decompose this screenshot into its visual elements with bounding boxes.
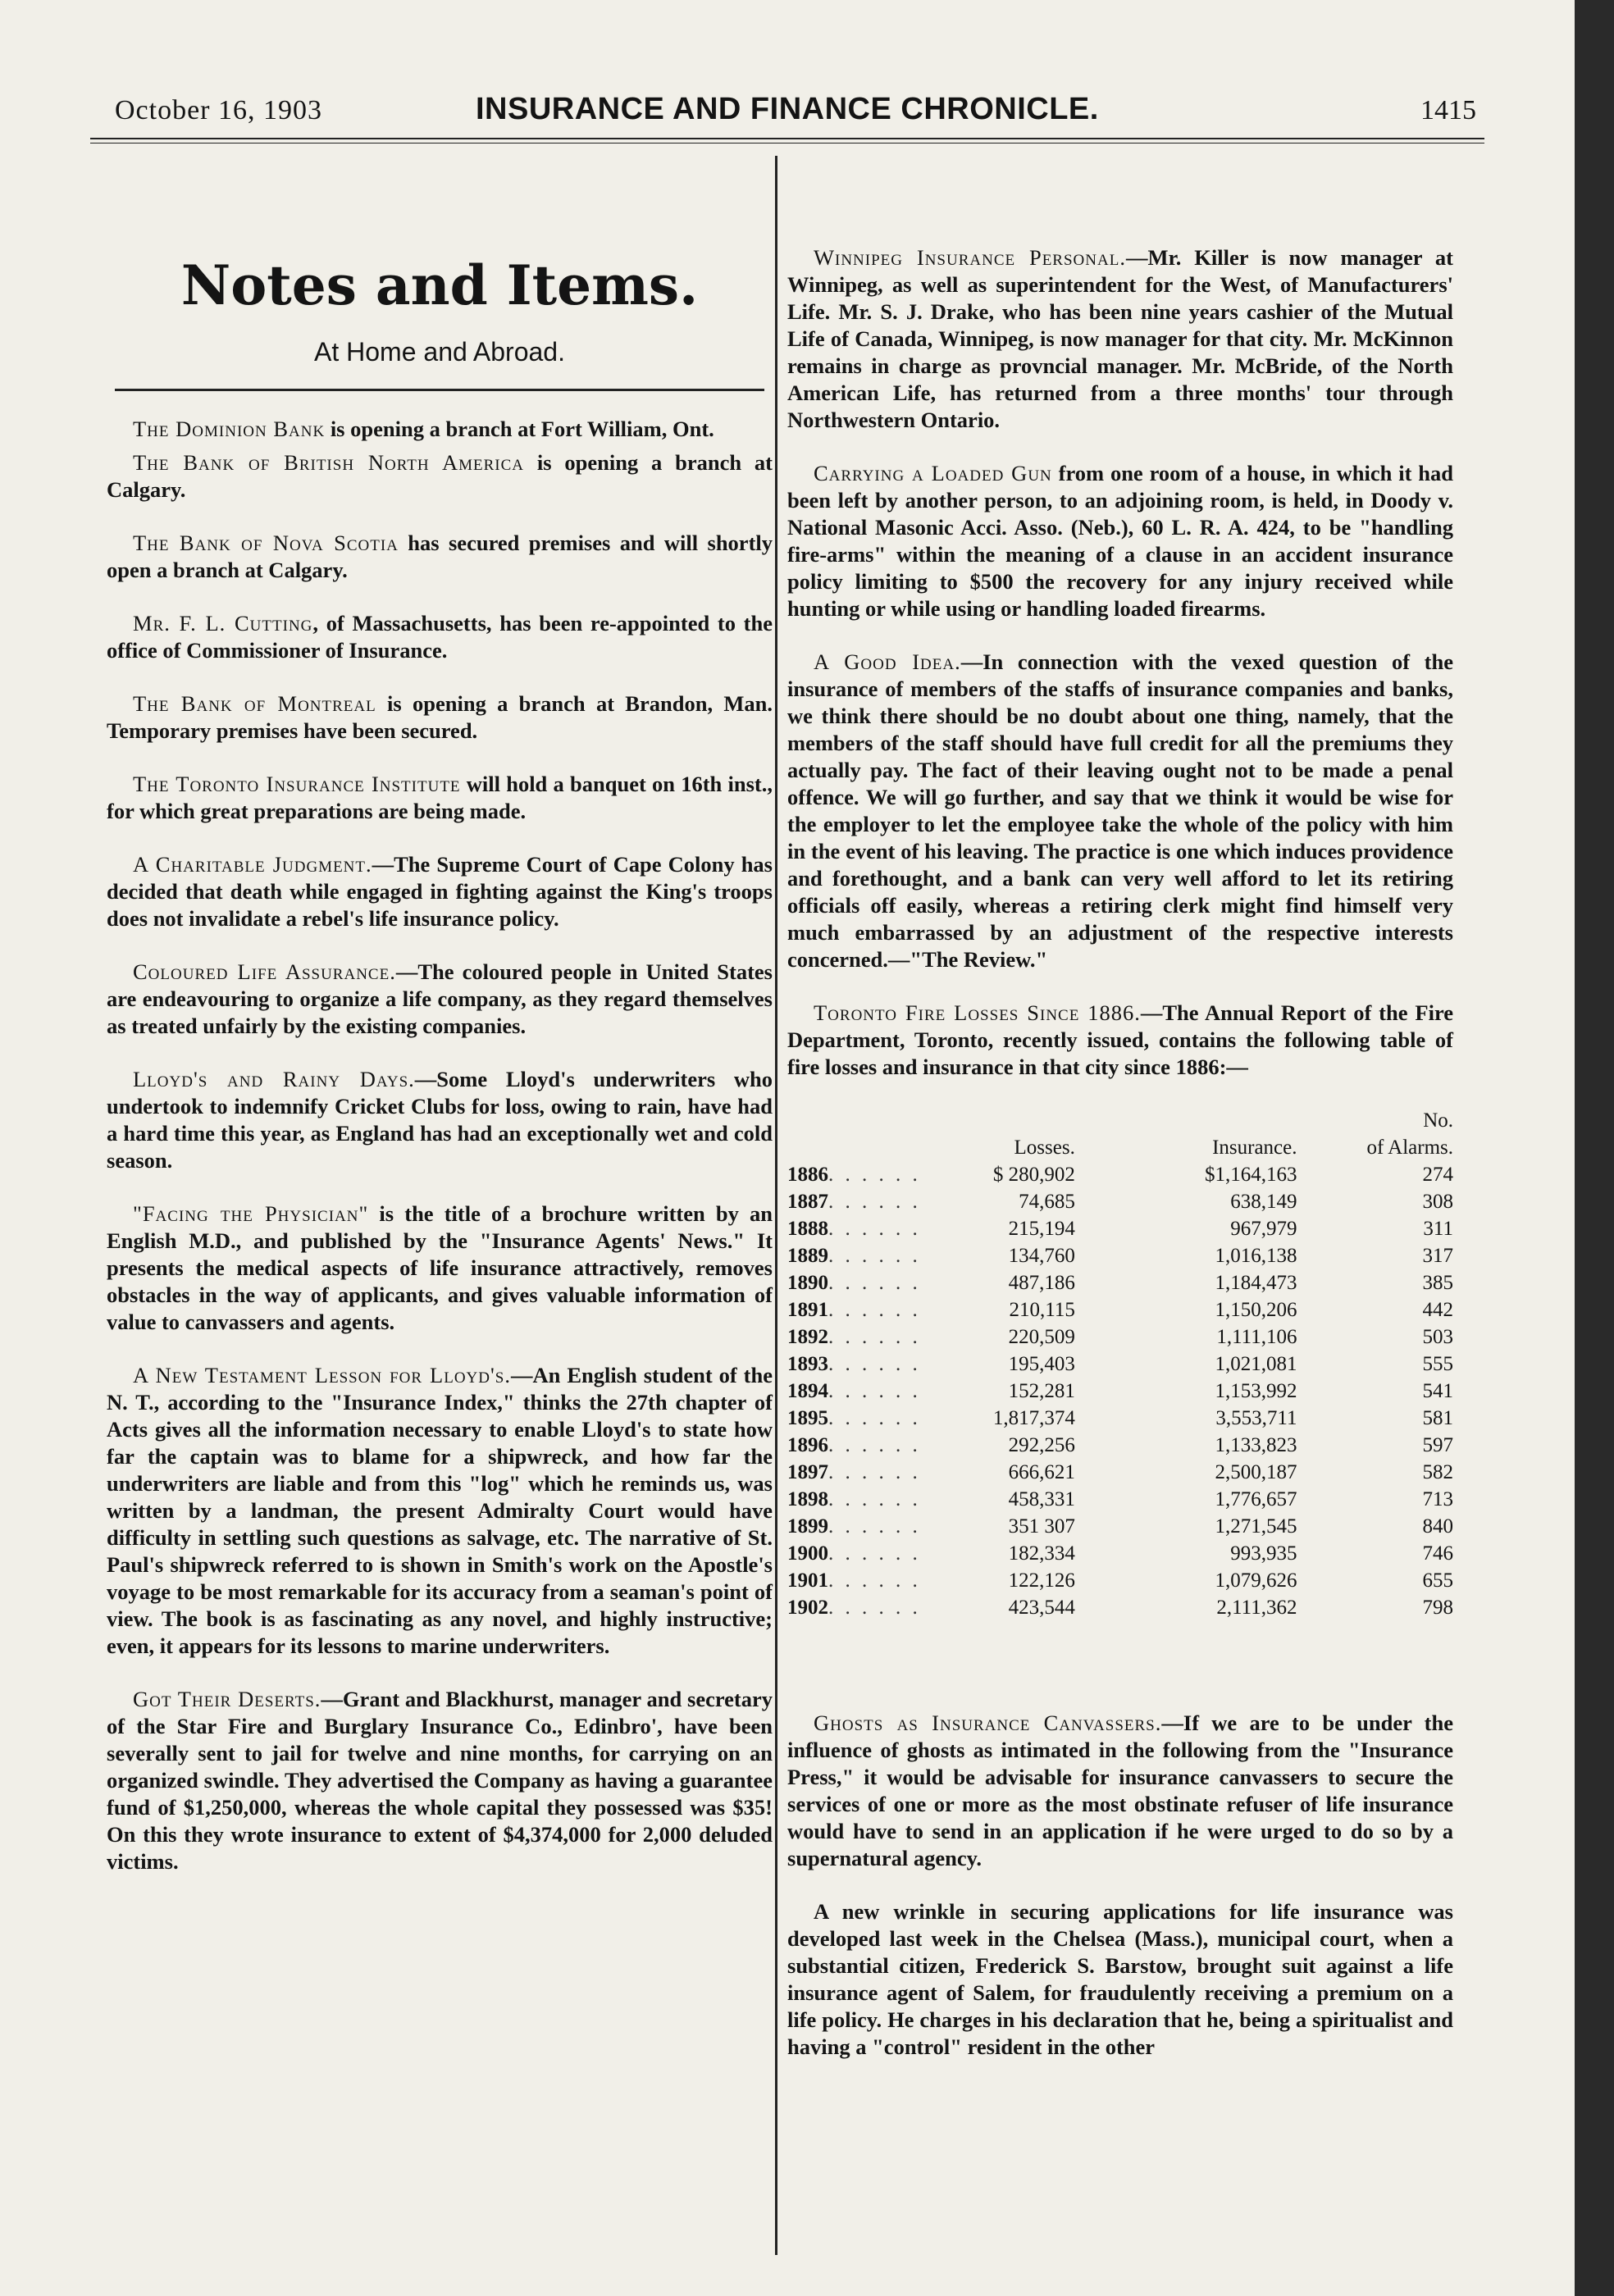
item-text: —The Annual Report of the Fire Department, Toronto, recently issued, contains the following table of fire losses and insurance in that city since 1886:— (787, 1000, 1453, 1079)
cell-insurance: 1,271,545 (1215, 1515, 1297, 1538)
cell-insurance: 2,500,187 (1215, 1461, 1297, 1483)
section-subtitle: At Home and Abroad. (314, 337, 565, 367)
leader-dots: . . . . . . (828, 1353, 921, 1375)
left-item-list (107, 416, 773, 1875)
table-row (787, 1513, 1453, 1540)
year-value: 1900 (787, 1542, 828, 1565)
cell-losses: 74,685 (1019, 1191, 1075, 1213)
item-heading: Lloyd's and Rainy Days. (133, 1067, 415, 1091)
table-row (787, 1323, 1453, 1351)
year-value: 1887 (787, 1191, 828, 1213)
leader-dots: . . . . . . (828, 1488, 921, 1510)
item-heading: A New Testament Lesson for Lloyd's. (133, 1363, 511, 1387)
news-item (787, 1710, 1453, 1872)
news-item (787, 649, 1453, 973)
leader-dots: . . . . . . (828, 1569, 921, 1592)
news-item (107, 959, 773, 1040)
item-text: , of Massachusetts, has been re-appointed to the office of Commissioner of Insurance. (107, 611, 773, 663)
item-heading: Carrying a Loaded Gun (814, 461, 1052, 485)
year-value: 1890 (787, 1272, 828, 1294)
cell-insurance: 638,149 (1230, 1191, 1297, 1213)
table-header-row-top (787, 1107, 1453, 1134)
table-row (787, 1242, 1453, 1269)
cell-losses: 210,115 (1009, 1299, 1075, 1321)
cell-alarms: 555 (1422, 1353, 1453, 1375)
cell-alarms: 713 (1422, 1488, 1453, 1510)
table-row (787, 1432, 1453, 1459)
item-heading: Winnipeg Insurance Personal. (814, 245, 1126, 270)
item-text: —If we are to be under the influence of ghosts as intimated in the following from the "Insurance Press," it would be advisable for insurance canvassers to secure the services of one or more as the most obstinate refuser of life insurance would have to send in an application if he were urged to do so by a supernatural agency. (787, 1711, 1453, 1870)
table-row (787, 1459, 1453, 1486)
news-item (787, 1000, 1453, 1081)
item-heading: "Facing the Physician" (133, 1201, 369, 1226)
cell-year (787, 1161, 977, 1188)
cell-year (787, 1567, 977, 1594)
cell-alarms: 581 (1422, 1407, 1453, 1429)
year-value: 1893 (787, 1353, 828, 1375)
table-row (787, 1161, 1453, 1188)
item-text: is the title of a brochure written by an English M.D., and published by the "Insurance Agents' News." It presents the medical aspects of life insurance attractively, removes obstacles in the way of applicants, and gives valuable information of value to canvassers and agents. (107, 1201, 773, 1334)
cell-losses: 292,256 (1008, 1434, 1075, 1456)
leader-dots: . . . . . . (828, 1218, 921, 1240)
section-title: Notes and Items. (180, 253, 699, 317)
year-value: 1888 (787, 1218, 828, 1240)
leader-dots: . . . . . . (828, 1326, 921, 1348)
cell-insurance: 3,553,711 (1215, 1407, 1297, 1429)
year-value: 1889 (787, 1245, 828, 1267)
item-text: —The Supreme Court of Cape Colony has decided that death while engaged in fighting against the King's troops does not invalidate a rebel's life insurance policy. (107, 852, 773, 931)
cell-alarms: 385 (1422, 1272, 1453, 1294)
cell-insurance: 1,133,823 (1215, 1434, 1297, 1456)
year-value: 1902 (787, 1597, 828, 1619)
item-text: is opening a branch at Calgary. (107, 450, 773, 502)
header-title: INSURANCE AND FINANCE CHRONICLE. (476, 92, 1099, 126)
news-item (107, 530, 773, 584)
news-item (107, 771, 773, 825)
table-row (787, 1269, 1453, 1296)
item-heading: The Toronto Insurance Institute (133, 772, 461, 796)
cell-losses: 182,334 (1008, 1542, 1075, 1565)
leader-dots: . . . . . . (828, 1272, 921, 1294)
table-row (787, 1188, 1453, 1215)
cell-year (787, 1242, 977, 1269)
item-heading: A Good Idea. (814, 649, 961, 674)
year-value: 1898 (787, 1488, 828, 1510)
cell-losses: 215,194 (1008, 1218, 1075, 1240)
col-header-no: No. (1423, 1109, 1453, 1132)
binding-edge (1575, 0, 1614, 2296)
cell-losses: 195,403 (1008, 1353, 1075, 1375)
item-text: is opening a branch at Brandon, Man. Temporary premises have been secured. (107, 691, 773, 743)
cell-losses: 423,544 (1008, 1597, 1075, 1619)
item-text: —An English student of the N. T., according to the "Insurance Index," thinks the 27th chapter of Acts gives all the information necessary to enable Lloyd's to state how far the captain was to blame for a shipwreck, and how far the underwriters are liable and from this "log" which he reminds us, was written by a landman, the present Admiralty Court would have difficulty in settling such questions as salvage, etc. The narrative of St. Paul's shipwreck referred to is shown in Smith's work on the Apostle's voyage to be most remarkable for its accuracy from a seaman's point of view. The book is as fascinating as any novel, and highly instructive; even, it appears for its lessons to marine underwriters. (107, 1363, 773, 1658)
right-column (787, 156, 1453, 2087)
cell-insurance: 1,184,473 (1215, 1272, 1297, 1294)
cell-year (787, 1432, 977, 1459)
cell-alarms: 317 (1422, 1245, 1453, 1267)
cell-year (787, 1594, 977, 1621)
news-item (787, 460, 1453, 622)
page (90, 74, 1484, 2239)
cell-alarms: 541 (1422, 1380, 1453, 1402)
news-item (787, 1898, 1453, 2061)
news-item (107, 1362, 773, 1660)
table-row (787, 1378, 1453, 1405)
news-item (107, 416, 773, 443)
year-value: 1891 (787, 1299, 828, 1321)
right-item-list-top (787, 244, 1453, 1081)
leader-dots: . . . . . . (828, 1164, 921, 1186)
cell-insurance: 1,079,626 (1215, 1569, 1297, 1592)
year-value: 1894 (787, 1380, 828, 1402)
cell-losses: 666,621 (1008, 1461, 1075, 1483)
item-heading: The Bank of Nova Scotia (133, 531, 399, 555)
item-text: —In connection with the vexed question of the insurance of members of the staffs of insurance companies and banks, we think there should be no doubt about one thing, namely, that the members of the staff should have full credit for all the premiums they actually pay. The fact of their leaving ought not to be made a penal offence. We will go further, and say that we think it would be wise for the employer to let the employee take the whole of the policy with him in the event of his leaving. The practice is one which induces providence and forethought, and a bank can very well afford to let its retiring officials off easily, whereas a retiring clerk might find himself very much embarrassed by an adjustment of the respective interests concerned.—"The Review." (787, 649, 1453, 972)
news-item (107, 449, 773, 503)
leader-dots: . . . . . . (828, 1434, 921, 1456)
cell-year (787, 1540, 977, 1567)
right-item-list-bottom (787, 1710, 1453, 2061)
leader-dots: . . . . . . (828, 1191, 921, 1213)
cell-alarms: 442 (1422, 1299, 1453, 1321)
cell-losses: 351 307 (1008, 1515, 1075, 1538)
cell-insurance: 1,153,992 (1215, 1380, 1297, 1402)
item-text: has secured premises and will shortly open a branch at Calgary. (107, 531, 773, 582)
cell-losses: 122,126 (1008, 1569, 1075, 1592)
header-rule (90, 138, 1484, 139)
news-item (787, 244, 1453, 434)
leader-dots: . . . . . . (828, 1542, 921, 1565)
running-header (90, 89, 1484, 138)
item-heading: Toronto Fire Losses Since 1886. (814, 1000, 1141, 1025)
cell-alarms: 597 (1422, 1434, 1453, 1456)
cell-insurance: 1,111,106 (1216, 1326, 1297, 1348)
cell-alarms: 311 (1423, 1218, 1453, 1240)
item-heading: Mr. F. L. Cutting (133, 611, 313, 636)
leader-dots: . . . . . . (828, 1515, 921, 1538)
page-number: 1415 (1420, 95, 1476, 125)
cell-losses: 487,186 (1008, 1272, 1075, 1294)
cell-alarms: 655 (1422, 1569, 1453, 1592)
item-heading: The Dominion Bank (133, 417, 326, 441)
table-row (787, 1567, 1453, 1594)
cell-losses: 134,760 (1008, 1245, 1075, 1267)
cell-alarms: 503 (1422, 1326, 1453, 1348)
table-header-row (787, 1134, 1453, 1161)
table-row (787, 1594, 1453, 1621)
item-text: —Grant and Blackhurst, manager and secretary of the Star Fire and Burglary Insurance Co., Edinbro', have been severally sent to jail for twelve and nine months, for carrying on an organized swindle. They advertised the Company as having a guarantee fund of $1,250,000, whereas the whole capital they possessed was $35! On this they wrote insurance to extent of $4,374,000 for 2,000 deluded victims. (107, 1687, 773, 1874)
cell-year (787, 1215, 977, 1242)
year-value: 1896 (787, 1434, 828, 1456)
col-header-alarms: of Alarms. (1366, 1137, 1453, 1159)
col-header-insurance: Insurance. (1212, 1137, 1297, 1159)
item-heading: The Bank of British North America (133, 450, 524, 475)
year-value: 1901 (787, 1569, 828, 1592)
table-row (787, 1296, 1453, 1323)
item-text: is opening a branch at Fort William, Ont. (325, 417, 714, 441)
item-text: from one room of a house, in which it had been left by another person, to an adjoining room, is held, in Doody v. National Masonic Acci. Asso. (Neb.), 60 L. R. A. 424, to be "handling fire-arms" within the meaning of a clause in an accident insurance policy limiting to $500 the recovery for any injury received while hunting or while using or handling loaded firearms. (787, 461, 1454, 621)
item-heading: A Charitable Judgment. (133, 852, 372, 877)
cell-alarms: 798 (1422, 1597, 1453, 1619)
item-heading: Coloured Life Assurance. (133, 959, 396, 984)
leader-dots: . . . . . . (828, 1245, 921, 1267)
year-value: 1892 (787, 1326, 828, 1348)
cell-insurance: $1,164,163 (1205, 1164, 1297, 1186)
leader-dots: . . . . . . (828, 1407, 921, 1429)
cell-insurance: 967,979 (1230, 1218, 1297, 1240)
fire-losses-table (787, 1107, 1453, 1621)
leader-dots: . . . . . . (828, 1597, 921, 1619)
item-heading: Got Their Deserts. (133, 1687, 321, 1711)
column-divider (775, 156, 777, 2255)
cell-alarms: 746 (1422, 1542, 1453, 1565)
cell-insurance: 1,150,206 (1215, 1299, 1297, 1321)
leader-dots: . . . . . . (828, 1461, 921, 1483)
cell-year (787, 1188, 977, 1215)
item-text: —Mr. Killer is now manager at Winnipeg, as well as superintendent for the West, of Manufacturers' Life. Mr. S. J. Drake, who has been nine years cashier of the Mutual Life of Canada, Winnipeg, is now manager for that city. Mr. McKinnon remains in charge as provncial manager. Mr. McBride, of the North American Life, has returned from a three months' tour through Northwestern Ontario. (787, 245, 1453, 432)
news-item (107, 1066, 773, 1174)
cell-year (787, 1459, 977, 1486)
item-text: —The coloured people in United States are endeavouring to organize a life company, as they regard themselves as treated unfairly by the existing companies. (107, 959, 773, 1038)
table-row (787, 1351, 1453, 1378)
news-item (107, 851, 773, 932)
cell-losses: 220,509 (1008, 1326, 1075, 1348)
cell-alarms: 582 (1422, 1461, 1453, 1483)
cell-year (787, 1405, 977, 1432)
cell-year (787, 1378, 977, 1405)
cell-alarms: 274 (1422, 1164, 1453, 1186)
cell-losses: 1,817,374 (992, 1407, 1075, 1429)
cell-year (787, 1296, 977, 1323)
cell-alarms: 308 (1422, 1191, 1453, 1213)
cell-year (787, 1323, 977, 1351)
cell-insurance: 1,016,138 (1215, 1245, 1297, 1267)
year-value: 1895 (787, 1407, 828, 1429)
leader-dots: . . . . . . (828, 1380, 921, 1402)
table-row (787, 1540, 1453, 1567)
header-date: October 16, 1903 (115, 95, 323, 125)
cell-insurance: 993,935 (1230, 1542, 1297, 1565)
cell-insurance: 2,111,362 (1216, 1597, 1297, 1619)
news-item (107, 610, 773, 664)
cell-insurance: 1,021,081 (1215, 1353, 1297, 1375)
col-header-losses: Losses. (1014, 1137, 1075, 1159)
table-row (787, 1405, 1453, 1432)
cell-losses: 458,331 (1008, 1488, 1075, 1510)
table-row (787, 1486, 1453, 1513)
cell-losses: $ 280,902 (992, 1164, 1075, 1186)
year-value: 1899 (787, 1515, 828, 1538)
cell-year (787, 1351, 977, 1378)
cell-year (787, 1513, 977, 1540)
year-value: 1897 (787, 1461, 828, 1483)
item-heading: Ghosts as Insurance Canvassers. (814, 1711, 1162, 1735)
news-item (107, 1686, 773, 1875)
item-text: will hold a banquet on 16th inst., for which great preparations are being made. (107, 772, 773, 823)
item-text: A new wrinkle in securing applications for life insurance was developed last week in the Chelsea (Mass.), municipal court, when a substantial citizen, Frederick S. Barstow, brought suit against a life insurance agent of Salem, for fraudulently receiving a premium on a life policy. He charges in his declaration that he, being a spiritualist and having a "control" resident in the other (787, 1899, 1453, 2059)
news-item (107, 1200, 773, 1336)
year-value: 1886 (787, 1164, 828, 1186)
table-row (787, 1215, 1453, 1242)
cell-losses: 152,281 (1008, 1380, 1075, 1402)
left-column (107, 156, 773, 1902)
item-text: —Some Lloyd's underwriters who undertook to indemnify Cricket Clubs for loss, owing to rain, have had a hard time this year, as England has had an exceptionally wet and cold season. (107, 1067, 773, 1173)
item-heading: The Bank of Montreal (133, 691, 376, 716)
header-rule-thin (90, 143, 1484, 144)
cell-alarms: 840 (1422, 1515, 1453, 1538)
news-item (107, 690, 773, 745)
leader-dots: . . . . . . (828, 1299, 921, 1321)
section-rule (115, 389, 764, 391)
cell-year (787, 1269, 977, 1296)
cell-year (787, 1486, 977, 1513)
cell-insurance: 1,776,657 (1215, 1488, 1297, 1510)
